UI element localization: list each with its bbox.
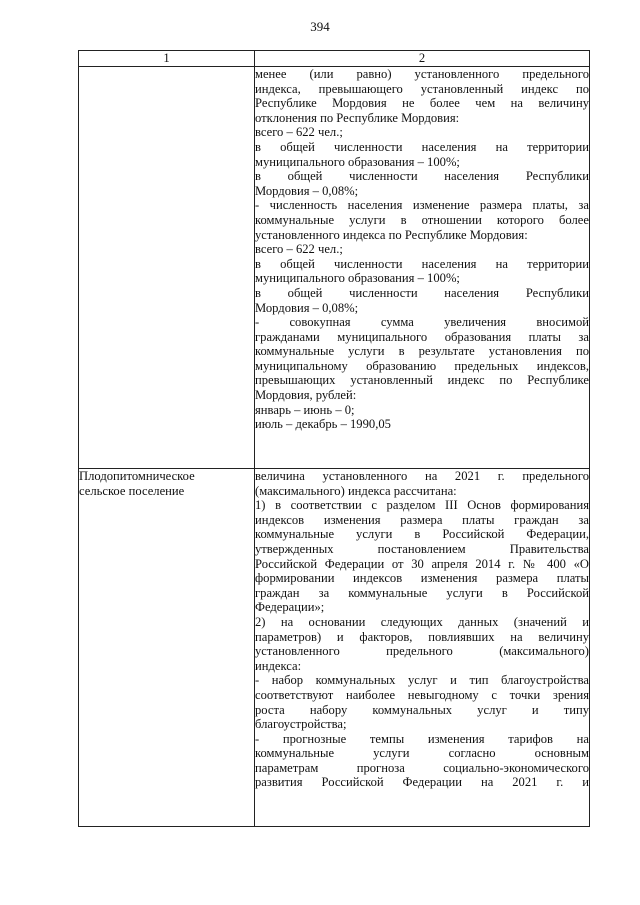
text-line: граждан за коммунальные услуги в Российской bbox=[255, 585, 589, 600]
table-row bbox=[79, 67, 590, 469]
text-line: параметрам прогноза социально-экономического bbox=[255, 760, 589, 775]
text-line: параметров) и факторов, повлиявших на величину bbox=[255, 629, 589, 644]
text-line: формировании индексов изменения размера платы bbox=[255, 571, 589, 586]
text-line: в общей численности населения Республики bbox=[255, 169, 589, 184]
text-line: Республике Мордовия не более чем на величину bbox=[255, 96, 589, 111]
text-line: всего – 622 чел.; bbox=[255, 242, 343, 257]
text-line: в общей численности населения на территории bbox=[255, 256, 589, 271]
text-line: коммунальные услуги в отношении которого более bbox=[255, 212, 589, 227]
municipality-cell bbox=[79, 67, 255, 469]
text-line: коммунальные услуги в Российской Федерации, bbox=[255, 527, 589, 542]
text-line: Мордовия, рублей: bbox=[255, 388, 357, 403]
column-header-2: 2 bbox=[255, 51, 590, 67]
description-cell bbox=[255, 469, 590, 827]
text-line: 2) на основании следующих данных (значений и bbox=[255, 614, 589, 629]
text-line: июль – декабрь – 1990,05 bbox=[255, 417, 391, 432]
text-line: отклонения по Республике Мордовия: bbox=[255, 110, 460, 125]
text-line: (максимального) индекса рассчитана: bbox=[255, 483, 457, 498]
text-line: всего – 622 чел.; bbox=[255, 125, 343, 140]
text-line: Мордовия – 0,08%; bbox=[255, 300, 359, 315]
text-line: благоустройства; bbox=[255, 717, 347, 732]
header-row bbox=[79, 51, 590, 67]
indices-table bbox=[78, 50, 590, 827]
text-line: индекса, превышающего установленный индекс по bbox=[255, 81, 589, 96]
text-line: гражданами муниципального образования платы за bbox=[255, 329, 589, 344]
text-line: январь – июнь – 0; bbox=[255, 402, 355, 417]
text-line: муниципальному образованию предельных индексов, bbox=[255, 358, 589, 373]
text-line: муниципального образования – 100%; bbox=[255, 271, 460, 286]
text-line: в общей численности населения Республики bbox=[255, 285, 589, 300]
text-line: коммунальные услуги согласно основным bbox=[255, 746, 589, 761]
text-line: муниципального образования – 100%; bbox=[255, 154, 460, 169]
text-line: индексов изменения размера платы граждан за bbox=[255, 512, 589, 527]
page-number: 394 bbox=[310, 19, 330, 34]
table-row bbox=[79, 469, 590, 827]
text-line: Плодопитомническое bbox=[79, 469, 195, 483]
text-line: Мордовия – 0,08%; bbox=[255, 183, 359, 198]
text-line: превышающих установленный индекс по Республике bbox=[255, 373, 589, 388]
text-line: установленного предельного (максимального) bbox=[255, 644, 589, 659]
text-line: утвержденных постановлением Правительства bbox=[255, 541, 589, 556]
text-line: установленного индекса по Республике Мордовия: bbox=[255, 227, 528, 242]
text-line: Российской Федерации от 30 апреля 2014 г. № 400 «О bbox=[255, 556, 589, 571]
text-line: 1) в соответствии с разделом III Основ формирования bbox=[255, 498, 589, 513]
text-line: роста набору коммунальных услуг и типу bbox=[255, 702, 589, 717]
text-line: величина установленного на 2021 г. предельного bbox=[255, 469, 589, 483]
text-line: менее (или равно) установленного предельного bbox=[255, 67, 589, 81]
text-line: индекса: bbox=[255, 658, 302, 673]
text-line: в общей численности населения на территории bbox=[255, 139, 589, 154]
municipality-cell bbox=[79, 469, 255, 827]
text-line: - набор коммунальных услуг и тип благоустройства bbox=[255, 673, 589, 688]
text-line: сельское поселение bbox=[79, 483, 185, 498]
text-line: развития Российской Федерации на 2021 г. и bbox=[255, 775, 589, 790]
text-line: - совокупная сумма увеличения вносимой bbox=[255, 315, 589, 330]
column-header-1: 1 bbox=[79, 51, 255, 67]
description-cell bbox=[255, 67, 590, 469]
text-line: - численность населения изменение размера платы, за bbox=[255, 198, 589, 213]
text-line: коммунальные услуги в результате установления по bbox=[255, 344, 589, 359]
text-line: Федерации»; bbox=[255, 600, 325, 615]
text-line: соответствуют наиболее невыгодному с точки зрения bbox=[255, 687, 589, 702]
text-line: - прогнозные темпы изменения тарифов на bbox=[255, 731, 589, 746]
